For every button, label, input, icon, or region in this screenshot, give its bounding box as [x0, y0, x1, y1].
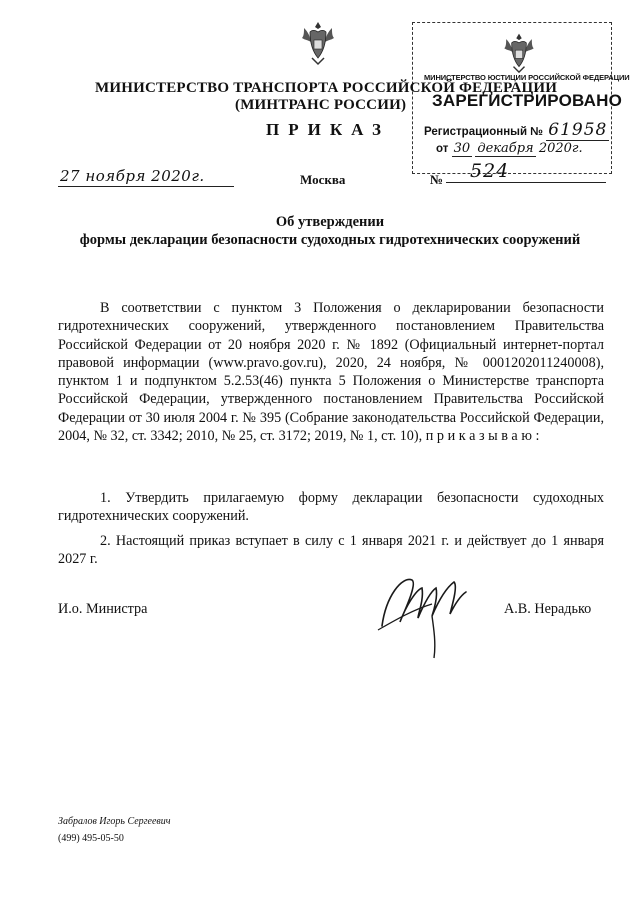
document-type: ПРИКАЗ [266, 120, 390, 139]
order-item-1: 1. Утвердить прилагаемую форму декларации безопасности судоходных гидротехнических сооружений. [58, 490, 604, 525]
stamp-date-prefix: от [436, 143, 449, 155]
order-date: 27 ноября 2020г. [60, 167, 205, 185]
stamp-date-month: декабря [477, 141, 534, 156]
executor-info [58, 813, 171, 847]
title-line-1: Об утверждении [275, 214, 385, 230]
stamp-date-year: 2020г. [538, 141, 583, 156]
stamp-reg-number: 61958 [548, 120, 608, 140]
order-item-2: 2. Настоящий приказ вступает в силу с 1 января 2021 г. и действует до 1 января 2027 г. [58, 532, 604, 567]
stamp-ministry-name: МИНИСТЕРСТВО ЮСТИЦИИ РОССИЙСКОЙ ФЕДЕРАЦИИ [424, 73, 630, 82]
number-label: № [430, 172, 444, 187]
signer-name: А.В. Нерадько [504, 601, 592, 617]
command-word: приказываю: [425, 428, 544, 445]
stamp-status: ЗАРЕГИСТРИРОВАНО [432, 91, 623, 110]
preamble-text [58, 299, 604, 445]
preamble [58, 299, 604, 445]
executor-name: Забралов Игорь Сергеевич [58, 816, 171, 827]
stamp-reg-label: Регистрационный № [424, 126, 544, 138]
order-number: 524 [470, 160, 510, 182]
stamp-date-day: 30 [453, 141, 471, 156]
stamp-registration-date [436, 141, 583, 156]
city: Москва [300, 172, 346, 187]
title-line-2: формы декларации безопасности судоходных гидротехнических сооружений [79, 232, 581, 248]
ministry-short-name: (МИНТРАНС РОССИИ) [235, 97, 407, 113]
executor-phone: (499) 495-05-50 [58, 833, 124, 844]
stamp-registration-number [424, 120, 609, 140]
order-items [58, 489, 604, 574]
coat-of-arms-emblem [298, 18, 338, 71]
handwritten-signature [372, 566, 472, 666]
preamble-body: В соответствии с пунктом 3 Положения о декларировании безопасности гидротехнических сооружений, утвержденного постановлением Правительства Российской Федерации от 20 ноября 2020 г. № 1892 (Официальный интернет-портал правовой информации (www.pravo.gov.ru), 2020, 24 ноября, № 0001202011240008), пунктом 1 и подпунктом 5.2.53(46) пункта 5 Положения о Министерстве транспорта Российской Федерации, утвержденного постановлением Правительства Российской Федерации от 30 июля 2004 г. № 395 (Собрание законодательства Российской Федерации, 2004, № 32, ст. 3342; 2010, № 25, ст. 3172; 2019, № 1, ст. 10), [58, 300, 604, 445]
signer-position: И.о. Министра [58, 601, 148, 617]
ministry-name: МИНИСТЕРСТВО ТРАНСПОРТА РОССИЙСКОЙ ФЕДЕРАЦИИ [95, 80, 558, 96]
